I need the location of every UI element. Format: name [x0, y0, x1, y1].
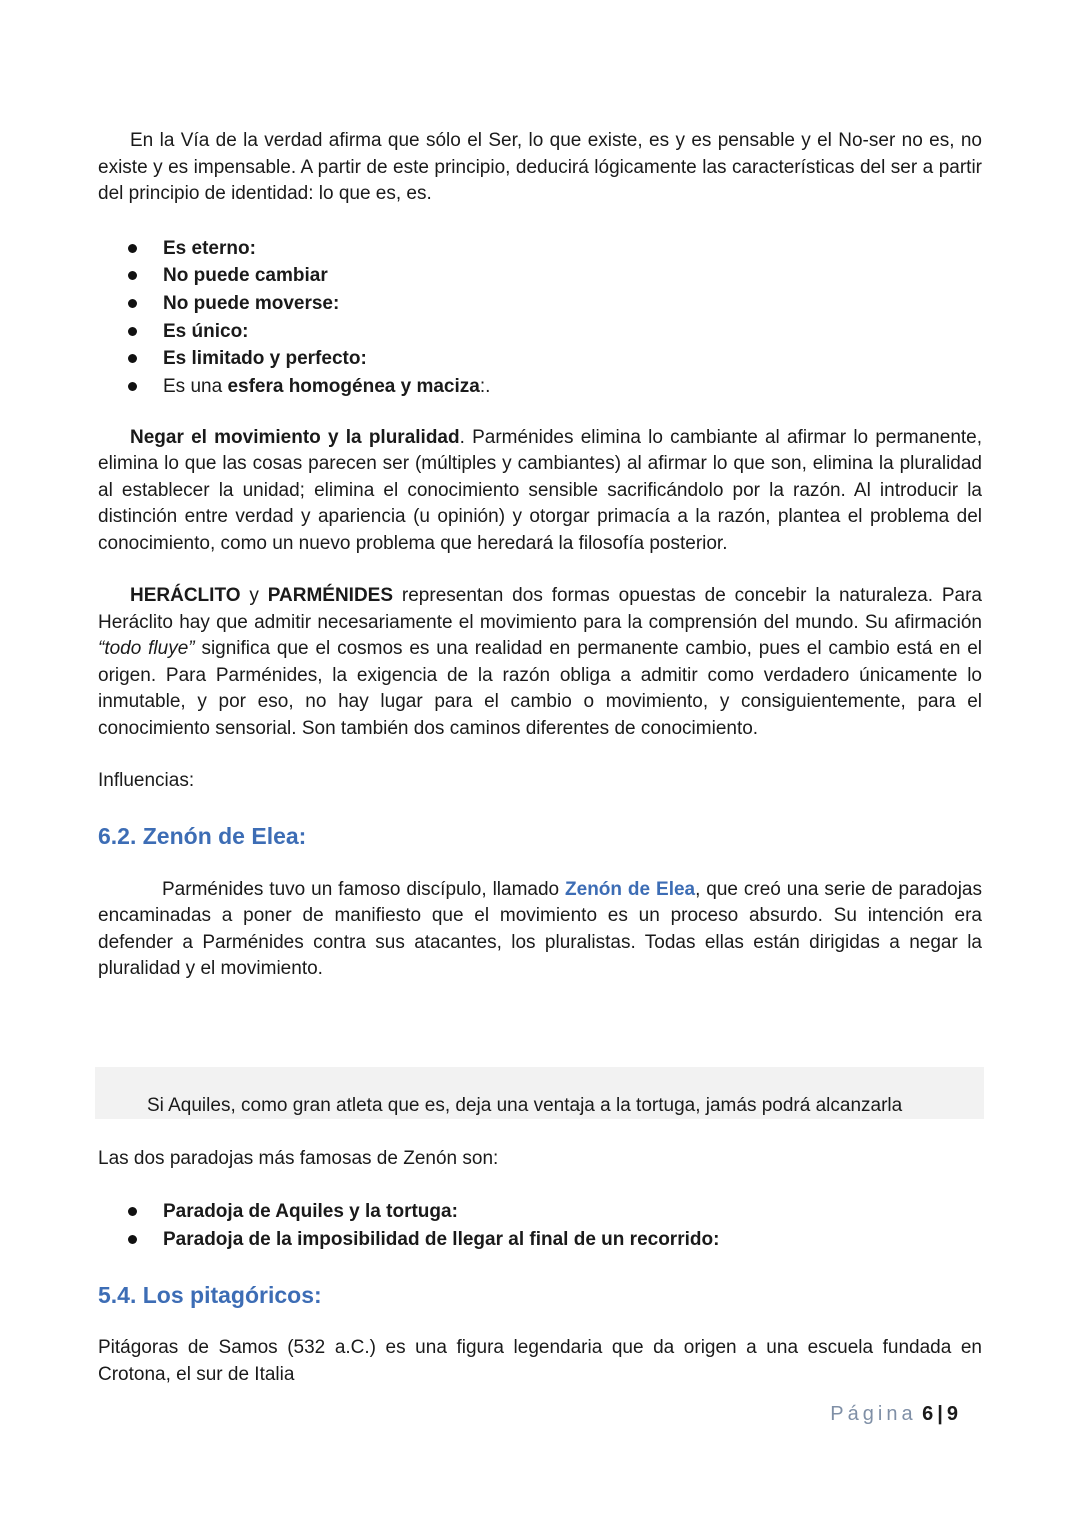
bullet-icon — [128, 1235, 137, 1244]
section-heading-pitagoricos: 5.4. Los pitagóricos: — [98, 1282, 322, 1308]
list-item: No puede moverse: — [98, 290, 982, 318]
paragraph-via-verdad: En la Vía de la verdad afirma que sólo el Ser, lo que existe, es y es pensable y el No-ser no es, no existe y es impensable. A partir de este principio, deducirá lógicamente las características del ser a partir del principio de identidad: lo que es, es. — [98, 130, 982, 204]
page-number: 6 — [922, 1403, 934, 1425]
page-label: Página — [830, 1403, 917, 1425]
list-item: No puede cambiar — [98, 262, 982, 290]
bullet-icon — [128, 382, 137, 391]
list-item: Es una esfera homogénea y maciza:. — [98, 373, 982, 401]
bullet-icon — [128, 327, 137, 336]
page-total: 9 — [946, 1403, 958, 1425]
page-footer — [830, 1403, 958, 1426]
list-item: Paradoja de Aquiles y la tortuga: — [98, 1198, 982, 1226]
influencias-label: Influencias: — [98, 770, 195, 792]
list-item: Es único: — [98, 318, 982, 346]
paradox-list — [98, 1198, 982, 1253]
paragraph-paradojas-intro: Las dos paradojas más famosas de Zenón son: — [98, 1148, 499, 1169]
list-item: Es limitado y perfecto: — [98, 345, 982, 373]
characteristics-list — [98, 235, 982, 401]
bullet-icon — [128, 271, 137, 280]
bullet-icon — [128, 244, 137, 253]
paragraph-pitagoras: Pitágoras de Samos (532 a.C.) es una figura legendaria que da origen a una escuela fundada en Crotona, el sur de Italia — [98, 1337, 982, 1385]
paragraph-heraclito-parmenides: HERÁCLITO y PARMÉNIDES representan dos formas opuestas de concebir la naturaleza. Para Heráclito hay que admitir necesariamente el movimiento para la comprensión del mundo. Su afirmación “todo fluye” significa que el cosmos es una realidad en permanente cambio, pues el cambio está en el origen. Para Parménides, la exigencia de la razón obliga a admitir como verdadero únicamente lo inmutable, y por eso, no hay lugar para el cambio o movimiento, y consiguientemente, para el conocimiento sensorial. Son también dos caminos diferentes de conocimiento. — [98, 585, 983, 739]
bullet-icon — [128, 354, 137, 363]
page-separator: | — [937, 1403, 943, 1425]
quote-box — [95, 1067, 984, 1119]
list-item: Paradoja de la imposibilidad de llegar al final de un recorrido: — [98, 1226, 982, 1254]
bullet-icon — [128, 1207, 137, 1216]
bullet-icon — [128, 299, 137, 308]
list-item: Es eterno: — [98, 235, 982, 263]
section-heading-zenon: 6.2. Zenón de Elea: — [98, 822, 307, 849]
quote-text: Si Aquiles, como gran atleta que es, deja una ventaja a la tortuga, jamás podrá alcanzarla — [147, 1095, 903, 1116]
paragraph-negar-movimiento: Negar el movimiento y la pluralidad. Parménides elimina lo cambiante al afirmar lo permanente, elimina lo que las cosas parecen ser (múltiples y cambiantes) al afirmar lo que son, elimina la pluralidad al establecer la unidad; elimina el conocimiento sensible sacrificándolo por la razón. Al introducir la distinción entre verdad y apariencia (u opinión) y otorgar primacía a la razón, plantea el problema del conocimiento, como un nuevo problema que heredará la filosofía posterior. — [98, 426, 983, 554]
paragraph-zenon: Parménides tuvo un famoso discípulo, llamado Zenón de Elea, que creó una serie de paradojas encaminadas a poner de manifiesto que el movimiento es un proceso absurdo. Su intención era defender a Parménides contra sus atacantes, los pluralistas. Todas ellas están dirigidas a negar la pluralidad y el movimiento. — [98, 878, 982, 980]
